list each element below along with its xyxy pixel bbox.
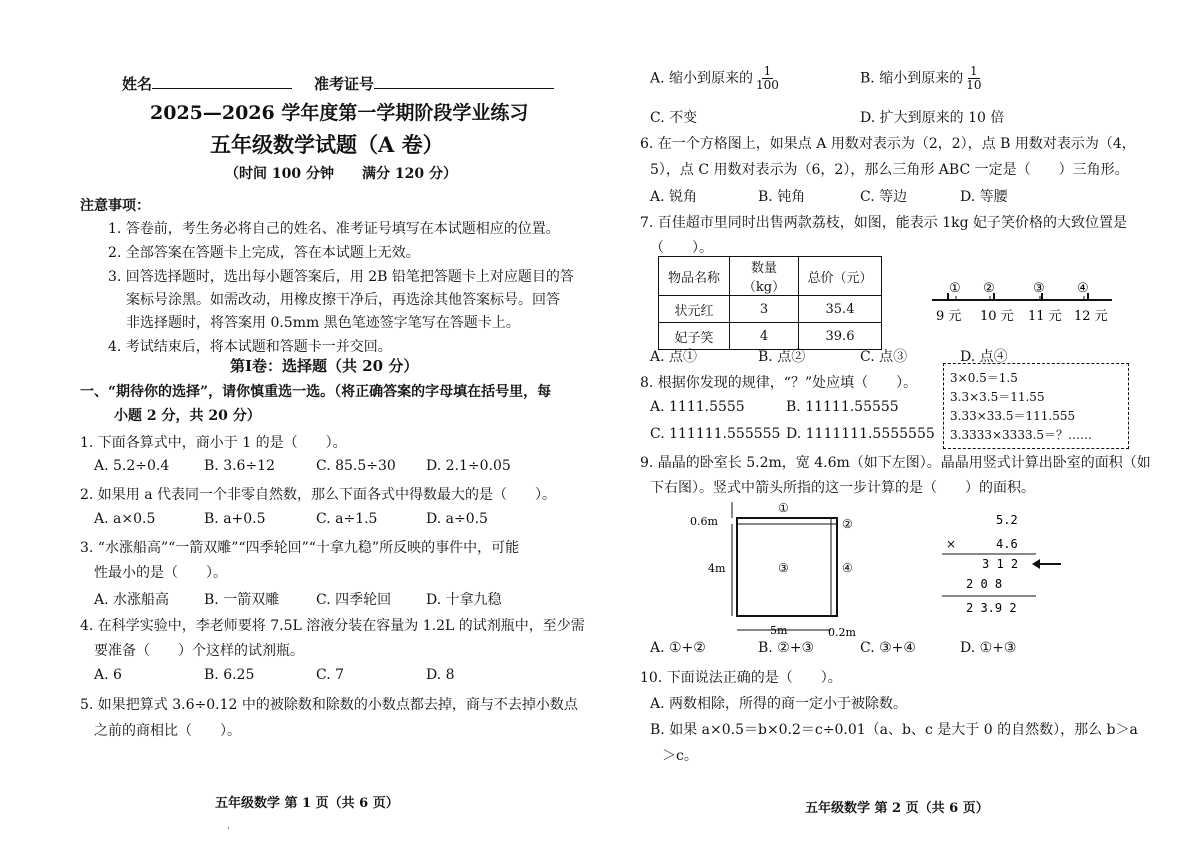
q8-option-c[interactable]: C. 111111.555555	[650, 426, 781, 442]
part1-instructions-cont: 小题 2 分，共 20 分）	[114, 408, 261, 424]
label-0.2m: 0.2m	[828, 626, 856, 639]
fraction-numerator: 1	[763, 64, 772, 78]
q1-option-b[interactable]: B. 3.6÷12	[204, 458, 275, 474]
name-blank	[152, 88, 292, 89]
pattern-box	[943, 363, 1129, 449]
q4-option-d[interactable]: D. 8	[426, 667, 455, 683]
question-1: 1. 下面各算式中，商小于 1 的是（ ）。	[80, 435, 347, 451]
price-table	[658, 256, 882, 350]
question-3-cont: 性最小的是（ ）。	[94, 565, 227, 581]
q3-option-c[interactable]: C. 四季轮回	[316, 592, 392, 608]
mark-4: ④	[1077, 281, 1089, 296]
exam-title: 2025—2026 学年度第一学期阶段学业练习	[150, 102, 529, 124]
note-4: 4. 考试结束后，将本试题和答题卡一并交回。	[108, 339, 392, 355]
note-3-cont-1: 案标号涂黑。如需改动，用橡皮擦干净后，再选涂其他答案标号。回答	[126, 292, 560, 308]
table-cell: 4	[730, 323, 799, 350]
question-8: 8. 根据你发现的规律，“？”处应填（ ）。	[640, 375, 918, 391]
room-diagram	[680, 498, 870, 640]
fraction-numerator: 1	[970, 64, 978, 78]
section-title: 第Ⅰ卷：选择题（共 20 分）	[230, 357, 419, 375]
note-3-cont-2: 非选择题时，将答案用 0.5mm 黑色笔迹签字笔写在答题卡上。	[126, 315, 520, 331]
label-11: 11 元	[1028, 309, 1062, 324]
q3-option-d[interactable]: D. 十拿九稳	[426, 592, 502, 608]
q4-option-a[interactable]: A. 6	[94, 667, 122, 683]
mark-2: ②	[983, 281, 995, 296]
time-info: （时间 100 分钟 满分 120 分）	[225, 166, 457, 182]
question-1-options	[94, 458, 511, 474]
table-cell: 39.6	[799, 323, 882, 350]
question-9: 9. 晶晶的卧室长 5.2m，宽 4.6m（如下左图）。晶晶用竖式计算出卧室的面积（如	[640, 455, 1151, 471]
calc-partial-2: 2 0 8	[966, 577, 1003, 591]
q5-option-a-text: A. 缩小到原来的	[650, 70, 754, 87]
q6-option-c[interactable]: C. 等边	[860, 189, 908, 205]
question-2: 2. 如果用 a 代表同一个非零自然数，那么下面各式中得数最大的是（ ）。	[80, 487, 557, 503]
q4-option-b[interactable]: B. 6.25	[204, 667, 255, 683]
q1-option-c[interactable]: C. 85.5÷30	[316, 458, 396, 474]
question-5: 5. 如果把算式 3.6÷0.12 中的被除数和除数的小数点都去掉，商与不去掉小数点	[80, 697, 578, 713]
q7-option-d[interactable]: D. 点④	[960, 349, 1008, 365]
exam-id-blank	[374, 88, 554, 89]
page-1	[70, 0, 590, 849]
name-label: 姓名	[122, 75, 153, 93]
q7-option-b[interactable]: B. 点②	[758, 349, 806, 365]
table-header: 数量（kg）	[730, 257, 799, 296]
q10-option-b[interactable]: B. 如果 a×0.5＝b×0.2＝c÷0.01（a、b、c 是大于 0 的自然数），那么 b＞a	[650, 722, 1138, 738]
table-header: 物品名称	[659, 257, 730, 296]
q10-option-b-cont: ＞c。	[662, 748, 698, 764]
table-row	[659, 296, 882, 323]
q2-option-c[interactable]: C. a÷1.5	[316, 511, 378, 527]
calc-result: 2 3.9 2	[966, 601, 1017, 615]
exam-subtitle: 五年级数学试题（A 卷）	[210, 132, 444, 157]
page-2	[640, 0, 1160, 849]
fraction-1-10	[966, 65, 981, 92]
question-7-cont: （ ）。	[650, 240, 713, 256]
number-line	[928, 278, 1118, 326]
q5-option-c[interactable]: C. 不变	[650, 110, 698, 126]
part1-instructions: 一、“期待你的选择”，请你慎重选一选。（将正确答案的字母填在括号里，每	[80, 384, 552, 400]
question-4-cont: 要准备（ ）个这样的试剂瓶。	[94, 643, 304, 659]
question-6: 6. 在一个方格图上，如果点 A 用数对表示为（2，2），点 B 用数对表示为（4，	[640, 136, 1136, 152]
q6-option-b[interactable]: B. 钝角	[758, 189, 806, 205]
label-5m: 5m	[770, 624, 788, 637]
q8-option-b[interactable]: B. 11111.55555	[786, 399, 899, 415]
table-cell: 状元红	[659, 296, 730, 323]
q9-option-d[interactable]: D. ①+③	[960, 640, 1017, 656]
question-3-options	[94, 589, 502, 609]
q2-option-b[interactable]: B. a+0.5	[204, 511, 266, 527]
label-0.6m: 0.6m	[690, 515, 718, 528]
table-cell: 3	[730, 296, 799, 323]
note-3: 3. 回答选择题时，选出每小题答案后，用 2B 铅笔把答题卡上对应题目的答	[108, 269, 574, 285]
q10-option-a[interactable]: A. 两数相除，所得的商一定小于被除数。	[650, 696, 908, 712]
q2-option-a[interactable]: A. a×0.5	[94, 511, 156, 527]
mark-1: ①	[949, 281, 961, 296]
label-4m: 4m	[708, 562, 726, 575]
q9-option-a[interactable]: A. ①+②	[650, 640, 706, 656]
table-header: 总价（元）	[799, 257, 882, 296]
region-3: ③	[778, 561, 789, 575]
fraction-denominator: 10	[966, 78, 982, 92]
question-5-cont: 之前的商相比（ ）。	[94, 723, 241, 739]
q1-option-a[interactable]: A. 5.2÷0.4	[94, 458, 170, 474]
mark-3: ③	[1033, 281, 1045, 296]
question-3: 3. “水涨船高”“一箭双雕”“四季轮回”“十拿九稳”所反映的事件中，可能	[80, 540, 520, 556]
q4-option-c[interactable]: C. 7	[316, 667, 345, 683]
table-cell: 妃子笑	[659, 323, 730, 350]
q5-option-d[interactable]: D. 扩大到原来的 10 倍	[860, 110, 1005, 126]
scan-mark: '	[227, 826, 230, 837]
question-10: 10. 下面说法正确的是（ ）。	[640, 670, 842, 686]
q5-option-b-text: B. 缩小到原来的	[860, 70, 964, 87]
q7-option-c[interactable]: C. 点③	[860, 349, 908, 365]
q8-option-d[interactable]: D. 1111111.5555555	[786, 426, 935, 442]
q9-option-c[interactable]: C. ③+④	[860, 640, 916, 656]
label-10: 10 元	[980, 309, 1014, 324]
question-2-options	[94, 511, 488, 527]
note-1: 1. 答卷前，考生务必将自己的姓名、准考证号填写在本试题相应的位置。	[108, 221, 560, 237]
calc-multiplicand: 5.2	[996, 513, 1018, 527]
question-6-options	[650, 186, 1008, 206]
calc-times-sign: ×	[946, 537, 957, 551]
q2-option-d[interactable]: D. a÷0.5	[426, 511, 488, 527]
region-1: ①	[778, 501, 789, 515]
fraction-1-100	[756, 65, 779, 92]
region-2: ②	[842, 517, 853, 531]
question-9-options	[650, 640, 1016, 656]
label-9: 9 元	[936, 309, 962, 324]
q6-option-a[interactable]: A. 锐角	[650, 189, 698, 205]
pattern-line-1: 3×0.5＝1.5	[950, 371, 1018, 385]
vertical-calculation	[936, 510, 1076, 620]
question-4: 4. 在科学实验中，李老师要将 7.5L 溶液分装在容量为 1.2L 的试剂瓶中，至少需	[80, 618, 585, 634]
note-2: 2. 全部答案在答题卡上完成，答在本试题上无效。	[108, 245, 420, 261]
question-4-options	[94, 667, 455, 683]
table-header-row	[659, 257, 882, 296]
q5-option-b[interactable]	[860, 65, 981, 92]
question-7: 7. 百佳超市里同时出售两款荔枝，如图，能表示 1kg 妃子笑价格的大致位置是	[640, 215, 1128, 231]
q7-option-a[interactable]: A. 点①	[650, 349, 698, 365]
pattern-line-2: 3.3×3.5＝11.55	[950, 390, 1045, 404]
q3-option-b[interactable]: B. 一箭双雕	[204, 592, 280, 608]
calc-multiplier: 4.6	[996, 537, 1018, 551]
pattern-line-3: 3.33×33.5＝111.555	[950, 409, 1076, 423]
q8-option-a[interactable]: A. 1111.5555	[650, 399, 745, 415]
region-4: ④	[842, 561, 853, 575]
fraction-denominator: 100	[756, 78, 779, 92]
pattern-line-4: 3.3333×3333.5＝？……	[950, 428, 1093, 442]
q9-option-b[interactable]: B. ②+③	[758, 640, 815, 656]
page-2-footer: 五年级数学 第 2 页（共 6 页）	[805, 801, 989, 816]
question-9-cont: 下右图）。竖式中箭头所指的这一步计算的是（ ）的面积。	[650, 480, 1035, 496]
q1-option-d[interactable]: D. 2.1÷0.05	[426, 458, 511, 474]
question-6-cont: 5），点 C 用数对表示为（6，2），那么三角形 ABC 一定是（ ）三角形。	[650, 162, 1129, 178]
exam-id-label: 准考证号	[314, 75, 375, 93]
label-12: 12 元	[1074, 309, 1108, 324]
q5-option-a[interactable]	[650, 65, 779, 92]
calc-partial-1: 3 1 2	[982, 557, 1019, 571]
notes-heading: 注意事项：	[80, 198, 150, 214]
q6-option-d[interactable]: D. 等腰	[960, 189, 1008, 205]
q3-option-a[interactable]: A. 水涨船高	[94, 592, 170, 608]
page-1-footer: 五年级数学 第 1 页（共 6 页）	[215, 796, 399, 811]
table-cell: 35.4	[799, 296, 882, 323]
student-info-line	[122, 73, 554, 94]
arrow-head-icon	[1032, 559, 1040, 569]
